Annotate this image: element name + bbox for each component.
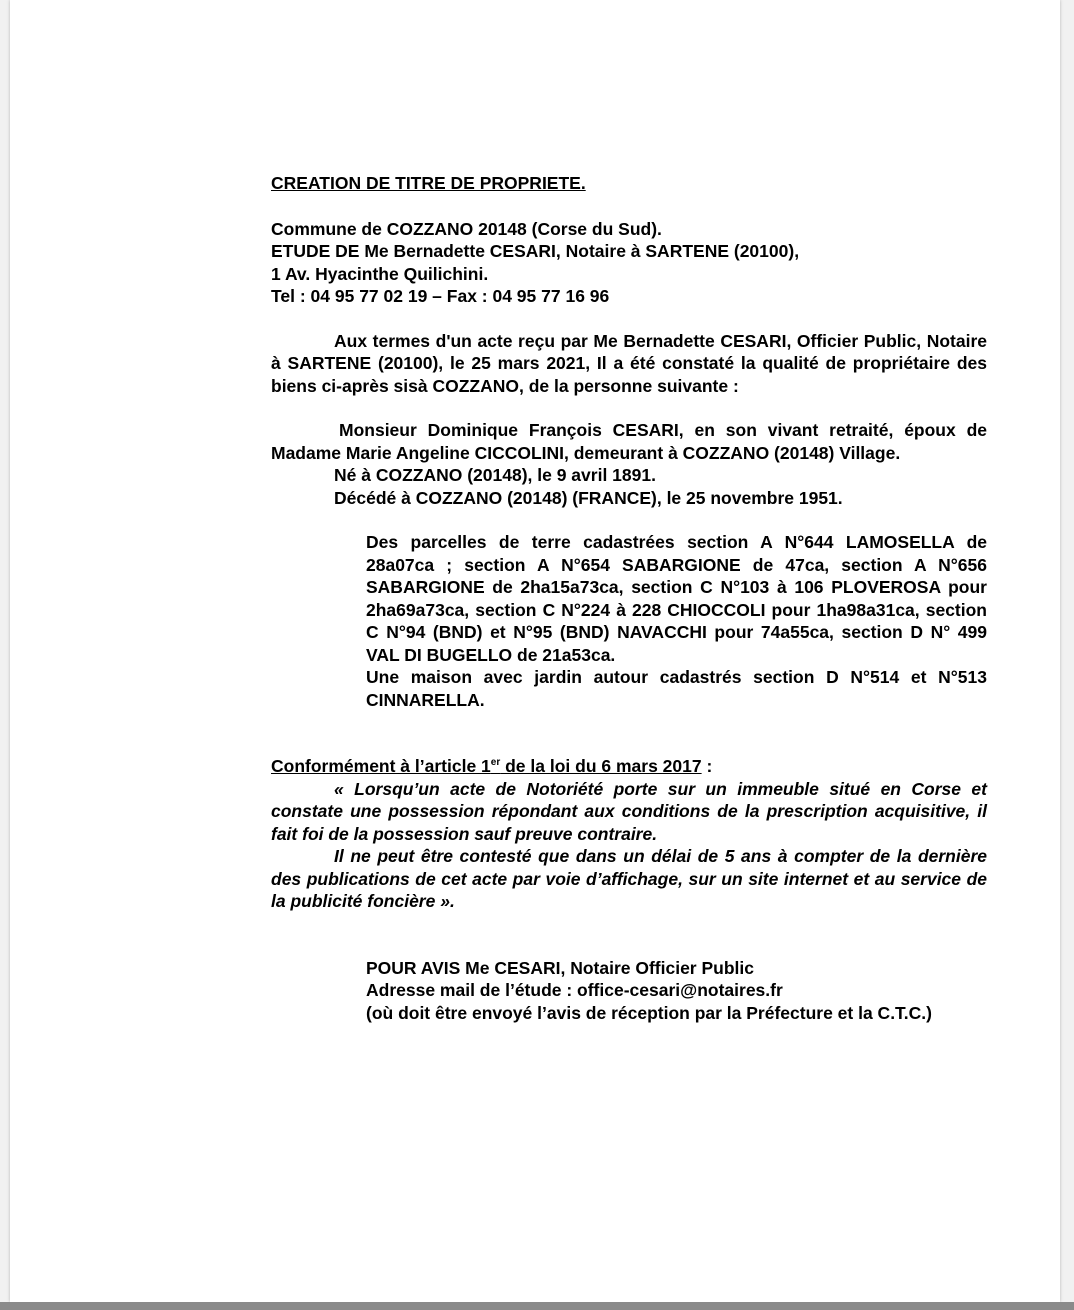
header-line-etude: ETUDE DE Me Bernadette CESARI, Notaire à SARTENE (20100), [271,241,800,261]
law-heading-text [271,756,702,776]
document-body [271,172,987,1024]
header-line-commune: Commune de COZZANO 20148 (Corse du Sud). [271,218,662,239]
law-heading-date: de la loi du 6 mars 2017 [500,756,702,776]
house-paragraph: Une maison avec jardin autour cadastrés section D N°514 et N°513 CINNARELLA. [366,667,987,710]
signature-line-note: (où doit être envoyé l’avis de réception par la Préfecture et la C.T.C.) [366,1002,932,1023]
law-heading-part: Conformément à l’article 1 [271,756,491,776]
person-description: Monsieur Dominique François CESARI, en son vivant retraité, époux de Madame Marie Angeline CICCOLINI, demeurant à COZZANO (20148) Village. [271,420,987,463]
document-title: CREATION DE TITRE DE PROPRIETE. [271,173,586,193]
signature-block [271,957,987,1025]
header-line-address: 1 Av. Hyacinthe Quilichini. [271,263,489,284]
law-heading-colon: : [701,756,713,776]
person-born: Né à COZZANO (20148), le 9 avril 1891. [334,465,656,485]
law-heading [271,755,987,778]
person-died: Décédé à COZZANO (20148) (FRANCE), le 25 novembre 1951. [334,487,843,508]
notary-header [271,218,987,308]
law-quote-1: « Lorsqu’un acte de Notoriété porte sur un immeuble situé en Corse et constate une possession répondant aux conditions de la prescription acquisitive, il fait foi de la possession sauf preuve contraire. [271,778,987,844]
law-quote-2: Il ne peut être contesté que dans un délai de 5 ans à compter de la dernière des publications de cet acte par voie d’affichage, sur un site internet et au service de la publicité foncière ». [271,846,987,911]
intro-paragraph: Aux termes d'un acte reçu par Me Bernadette CESARI, Officier Public, Notaire à SARTENE (20100), le 25 mars 2021, Il a été constaté la qualité de propriétaire des biens ci-après sisà COZZANO, de la personne suivante : [271,330,987,396]
law-heading-sup: er [490,757,501,769]
signature-line-notary: POUR AVIS Me CESARI, Notaire Officier Public [366,957,754,978]
signature-line-email: Adresse mail de l’étude : office-cesari@notaires.fr [366,980,783,1000]
header-line-contact: Tel : 04 95 77 02 19 – Fax : 04 95 77 16 96 [271,286,610,306]
document-page [10,0,1060,1302]
bottom-strip [0,1302,1074,1310]
parcels-paragraph: Des parcelles de terre cadastrées section A N°644 LAMOSELLA de 28a07ca ; section A N°654 SABARGIONE de 47ca, section A N°656 SABARGIONE de 2ha15a73ca, section C N°103 à 106 PLOVEROSA pour 2ha69a73ca, section C N°224 à 228 CHIOCCOLI pour 1ha98a31ca, section C N°94 (BND) et N°95 (BND) NAVACCHI pour 74a55ca, section D N° 499 VAL DI BUGELLO de 21a53ca. [366,532,987,665]
